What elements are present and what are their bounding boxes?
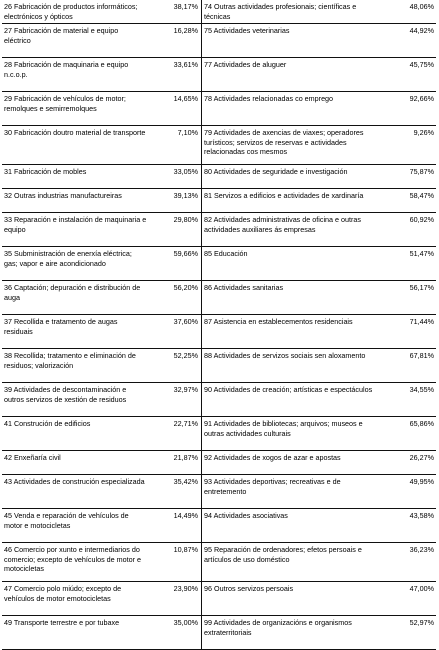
left-activity-name: 42 Enxeñaría civil: [4, 453, 61, 462]
table-row: [2, 315, 436, 349]
right-percentage: 47,00%: [409, 584, 434, 593]
right-percentage: 92,66%: [409, 94, 434, 103]
table-row: [2, 383, 436, 417]
table-row: [2, 475, 436, 509]
right-activity-name: 85 Educación: [201, 247, 381, 280]
table-row: [2, 247, 436, 281]
left-activity-name: 26 Fabricación de productos informáticos; electrónicos y ópticos: [4, 2, 138, 21]
left-percentage: 7,10%: [177, 128, 198, 137]
left-activity-name: 37 Recollida e tratamento de augas residuais: [4, 317, 118, 336]
left-percentage: 21,87%: [173, 453, 198, 462]
left-percentage: 37,60%: [173, 317, 198, 326]
left-activity-name: 38 Recollida; tratamento e eliminación de residuos; valorización: [4, 351, 136, 370]
left-activity-name: 41 Construción de edificios: [4, 419, 91, 428]
table-row: [2, 189, 436, 213]
table-row: [2, 58, 436, 92]
right-activity-name: 87 Asistencia en establecementos residenciais: [201, 315, 381, 348]
left-activity-name: 47 Comercio polo miúdo; excepto de vehículos de motor emotocicletas: [4, 584, 122, 603]
left-percentage: 33,61%: [173, 60, 198, 69]
table-row: [2, 509, 436, 543]
table-row: [2, 165, 436, 189]
right-activity-name: 95 Reparación de ordenadores; efetos persoais e artículos de uso doméstico: [201, 543, 381, 581]
left-activity-name: 35 Subministración de enerxía eléctrica; gas; vapor e aire acondicionado: [4, 249, 132, 268]
right-percentage: 45,75%: [409, 60, 434, 69]
left-percentage: 52,25%: [173, 351, 198, 360]
left-percentage: 33,05%: [173, 167, 198, 176]
right-percentage: 36,23%: [409, 545, 434, 554]
right-activity-name: 88 Actividades de servizos sociais sen aloxamento: [201, 349, 381, 382]
table-row: [2, 543, 436, 582]
left-percentage: 59,66%: [173, 249, 198, 258]
left-percentage: 32,97%: [173, 385, 198, 394]
right-percentage: 48,06%: [409, 2, 434, 11]
left-activity-name: 49 Transporte terrestre e por tubaxe: [4, 618, 120, 627]
left-percentage: 23,90%: [173, 584, 198, 593]
left-percentage: 14,65%: [173, 94, 198, 103]
right-activity-name: 92 Actividades de xogos de azar e apostas: [201, 451, 381, 474]
left-percentage: 10,87%: [173, 545, 198, 554]
left-activity-name: 33 Reparación e instalación de maquinaria e equipo: [4, 215, 147, 234]
left-percentage: 56,20%: [173, 283, 198, 292]
right-percentage: 56,17%: [409, 283, 434, 292]
right-percentage: 49,95%: [409, 477, 434, 486]
table-row: [2, 417, 436, 451]
right-activity-name: 80 Actividades de seguridade e investigación: [201, 165, 381, 188]
right-percentage: 9,26%: [413, 128, 434, 137]
right-activity-name: 99 Actividades de organizacións e organismos extraterritoriais: [201, 616, 381, 649]
right-percentage: 52,97%: [409, 618, 434, 627]
table-row: [2, 0, 436, 24]
right-activity-name: 82 Actividades administrativas de oficina e outras actividades auxiliares ás empresas: [201, 213, 381, 246]
right-percentage: 58,47%: [409, 191, 434, 200]
left-percentage: 16,28%: [173, 26, 198, 35]
left-activity-name: 30 Fabricación doutro material de transporte: [4, 128, 146, 137]
table-row: [2, 213, 436, 247]
left-percentage: 35,00%: [173, 618, 198, 627]
left-activity-name: 28 Fabricación de maquinaria e equipo n.c.o.p.: [4, 60, 129, 79]
activity-percentage-table: [2, 0, 436, 650]
right-activity-name: 75 Actividades veterinarias: [201, 24, 381, 57]
right-activity-name: 94 Actividades asociativas: [201, 509, 381, 542]
table-row: [2, 616, 436, 650]
right-percentage: 75,87%: [409, 167, 434, 176]
left-percentage: 39,13%: [173, 191, 198, 200]
left-activity-name: 27 Fabricación de material e equipo eléctrico: [4, 26, 119, 45]
right-activity-name: 93 Actividades deportivas; recreativas e de entretemento: [201, 475, 381, 508]
right-percentage: 71,44%: [409, 317, 434, 326]
right-activity-name: 96 Outros servizos persoais: [201, 582, 381, 615]
right-activity-name: 79 Actividades de axencias de viaxes; operadores turísticos; servizos de reservas e actividades relacionadas cos mesmos: [201, 126, 381, 164]
table-row: [2, 24, 436, 58]
right-activity-name: 78 Actividades relacionadas co emprego: [201, 92, 381, 125]
right-percentage: 65,86%: [409, 419, 434, 428]
left-activity-name: 39 Actividades de descontaminación e outros servizos de xestión de residuos: [4, 385, 127, 404]
right-percentage: 43,58%: [409, 511, 434, 520]
right-percentage: 26,27%: [409, 453, 434, 462]
right-percentage: 44,92%: [409, 26, 434, 35]
left-percentage: 14,49%: [173, 511, 198, 520]
right-activity-name: 74 Outras actividades profesionais; científicas e técnicas: [201, 0, 381, 23]
table-row: [2, 92, 436, 126]
left-activity-name: 32 Outras industrias manufactureiras: [4, 191, 122, 200]
right-activity-name: 91 Actividades de bibliotecas; arquivos; museos e outras actividades culturais: [201, 417, 381, 450]
left-percentage: 35,42%: [173, 477, 198, 486]
left-activity-name: 31 Fabricación de mobles: [4, 167, 87, 176]
right-activity-name: 77 Actividades de aluguer: [201, 58, 381, 91]
left-percentage: 22,71%: [173, 419, 198, 428]
right-activity-name: 90 Actividades de creación; artísticas e espectáculos: [201, 383, 381, 416]
table-row: [2, 126, 436, 165]
right-percentage: 67,81%: [409, 351, 434, 360]
left-activity-name: 46 Comercio por xunto e intermediarios do comercio; excepto de vehículos de motor e motocicletas: [4, 545, 142, 574]
left-activity-name: 36 Captación; depuración e distribución de auga: [4, 283, 141, 302]
table-row: [2, 349, 436, 383]
left-activity-name: 43 Actividades de construción especializada: [4, 477, 145, 486]
right-activity-name: 86 Actividades sanitarias: [201, 281, 381, 314]
table-row: [2, 582, 436, 616]
right-percentage: 60,92%: [409, 215, 434, 224]
left-activity-name: 45 Venda e reparación de vehículos de motor e motocicletas: [4, 511, 129, 530]
left-percentage: 29,80%: [173, 215, 198, 224]
right-percentage: 51,47%: [409, 249, 434, 258]
table-row: [2, 281, 436, 315]
right-activity-name: 81 Servizos a edificios e actividades de xardinaría: [201, 189, 381, 212]
right-percentage: 34,55%: [409, 385, 434, 394]
left-activity-name: 29 Fabricación de vehículos de motor; remolques e semirremolques: [4, 94, 126, 113]
left-percentage: 38,17%: [173, 2, 198, 11]
table-row: [2, 451, 436, 475]
